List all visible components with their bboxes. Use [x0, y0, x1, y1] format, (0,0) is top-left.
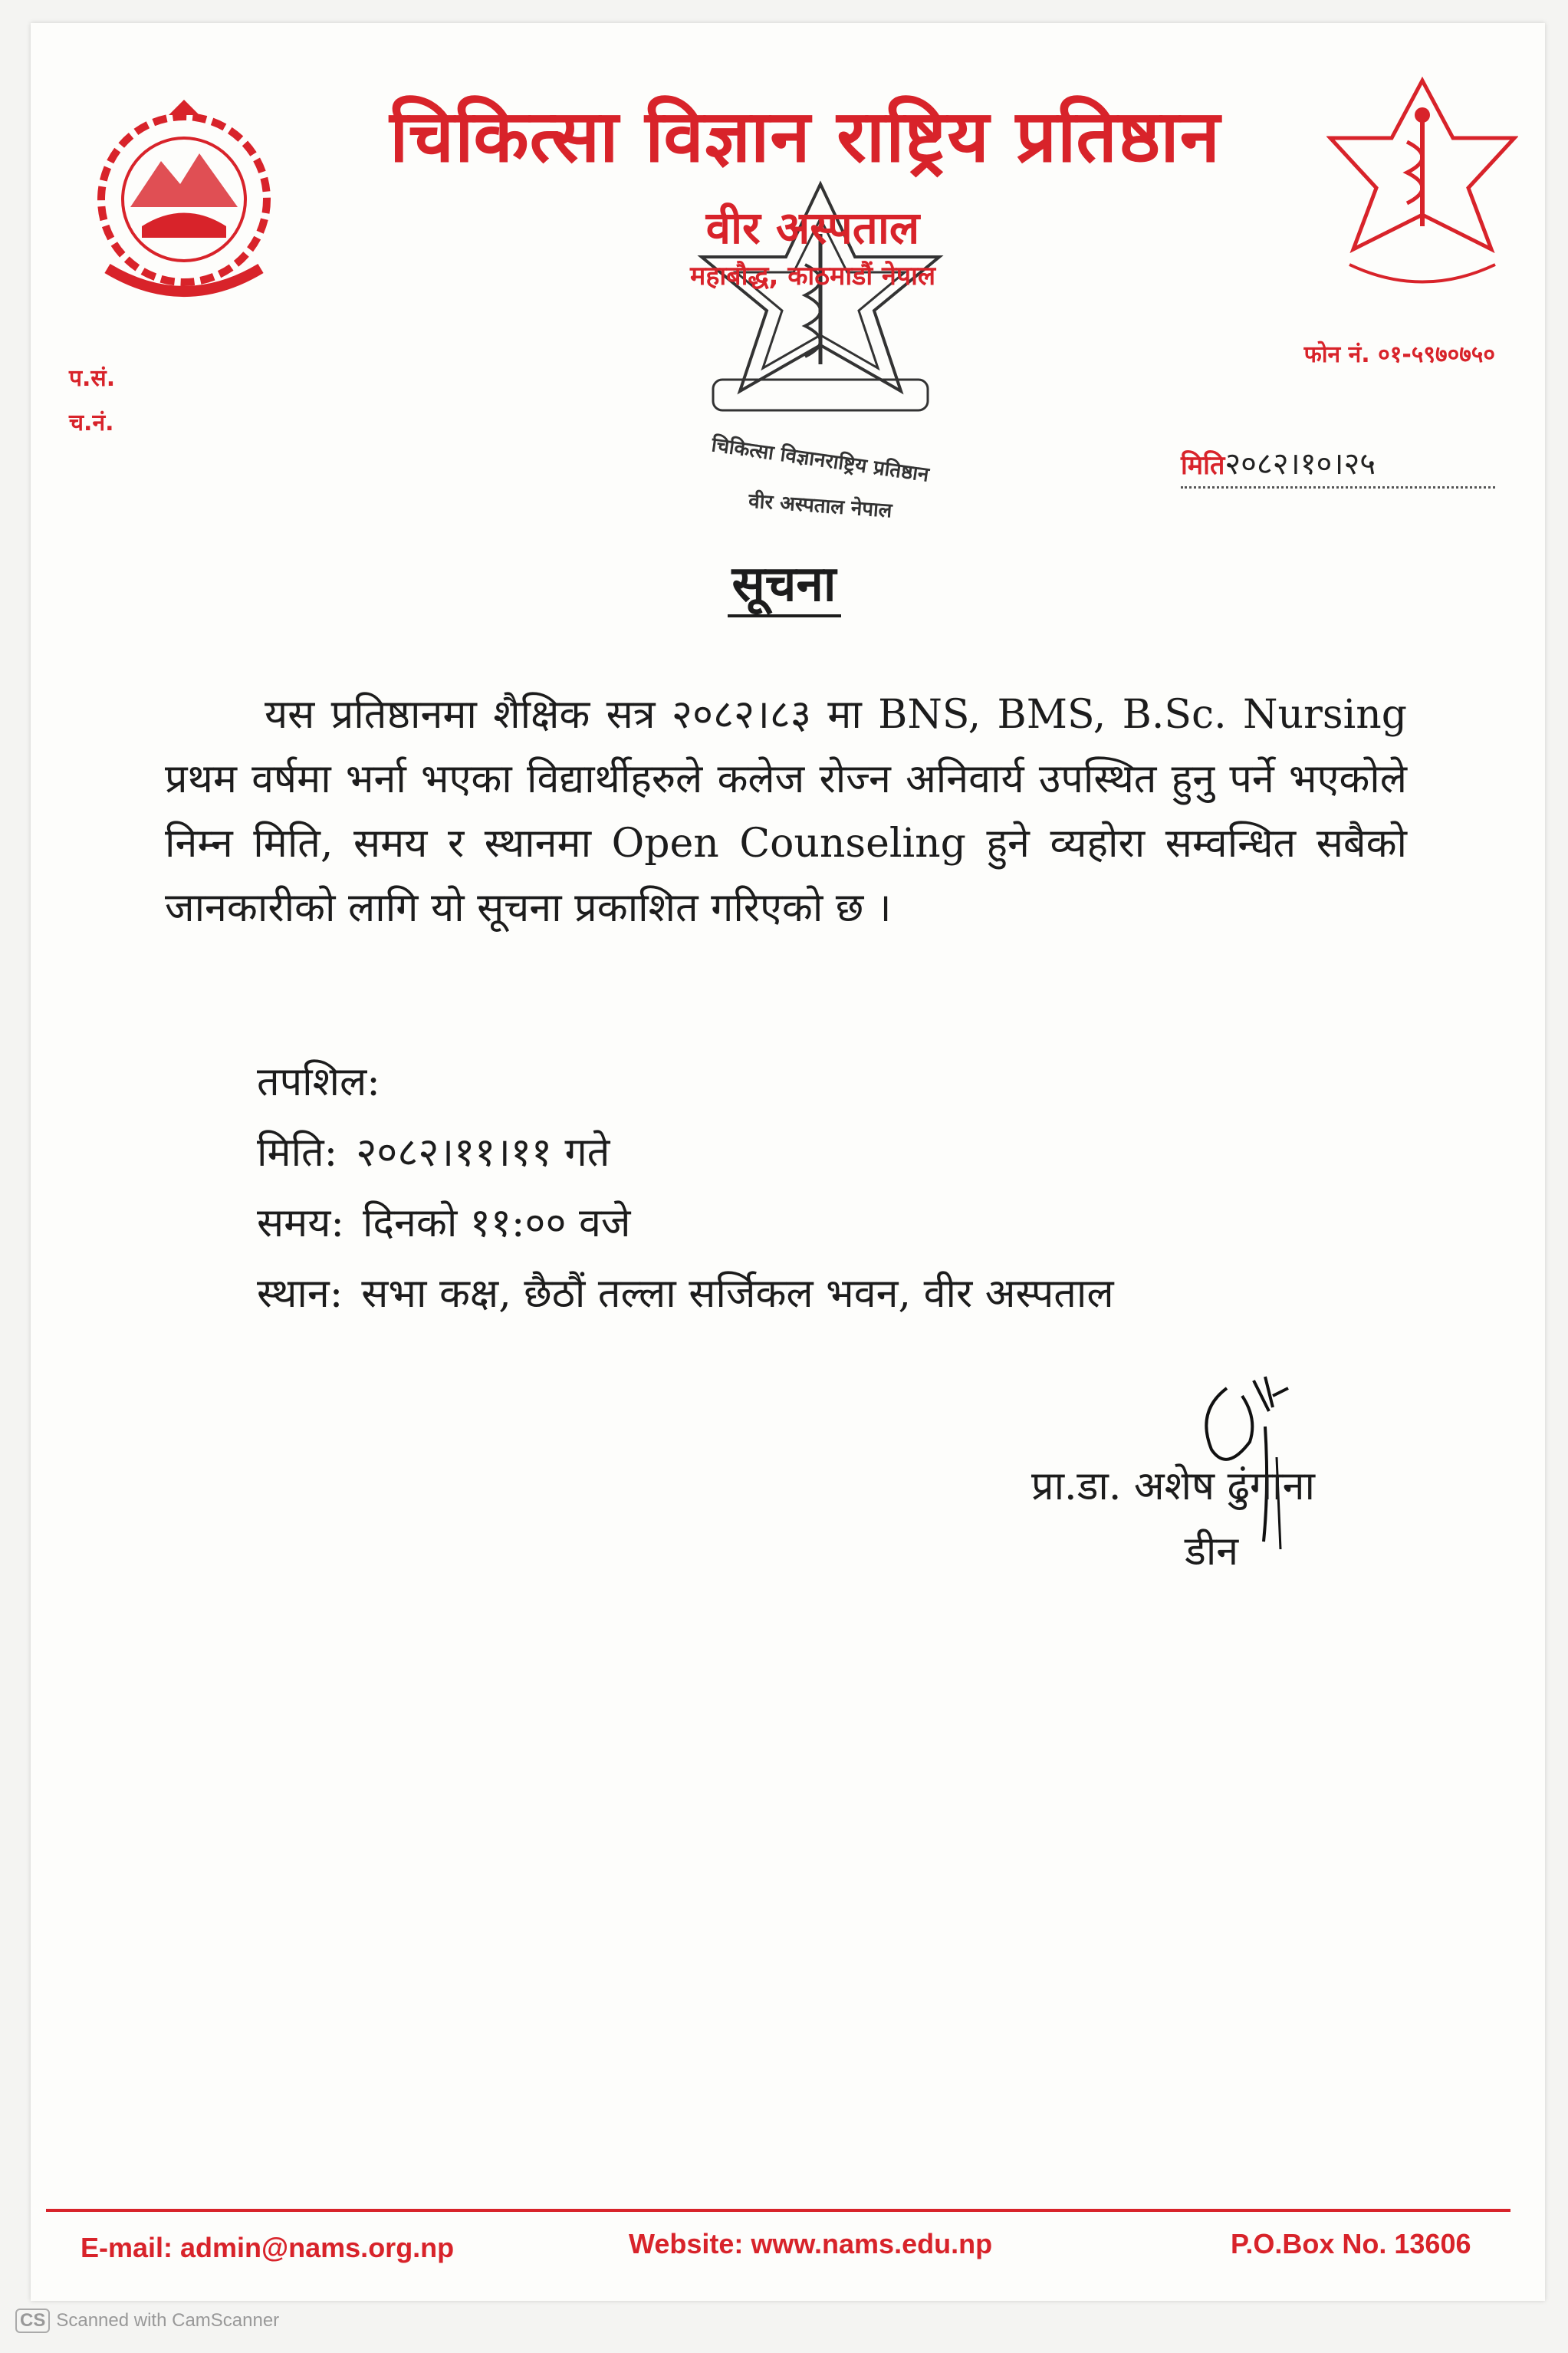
details-row-time: [257, 1188, 1114, 1259]
nepal-emblem-logo: [77, 84, 291, 307]
signatory-name: प्रा.डा. अशेष ढुंगाना: [1031, 1463, 1315, 1509]
scanner-watermark: [15, 2309, 279, 2333]
stamp-text-line1: चिकित्सा विज्ञानराष्ट्रिय प्रतिष्ठान: [710, 433, 931, 487]
phone-number: फोन नं. ०१-५९७०७५०: [1303, 341, 1495, 368]
notice-body: यस प्रतिष्ठानमा शैक्षिक सत्र २०८२।८३ मा BNS, BMS, B.Sc. Nursing प्रथम वर्षमा भर्ना भएका विद्यार्थीहरुले कलेज रोज्न अनिवार्य उपस्थित हुनु पर्ने भएकोले निम्न मिति, समय र स्थानमा Open Counseling हुने व्यहोरा सम्वन्धित सबैको जानकारीको लागि यो सूचना प्रकाशित गरिएको छ ।: [165, 692, 1407, 931]
hospital-location: महाबौद्ध, काठमाडौं नेपाल: [689, 261, 935, 291]
notice-title-text: सूचना: [728, 556, 841, 617]
camscanner-logo-icon: CS: [15, 2309, 50, 2333]
details-value: दिनको ११:०० वजे: [362, 1200, 631, 1246]
details-row-date: [257, 1117, 1114, 1188]
footer-divider: [46, 2209, 1510, 2212]
footer-website[interactable]: Website: www.nams.edu.np: [629, 2228, 993, 2259]
date-value: २०८२।१०।२५: [1224, 446, 1376, 482]
date-label: मिति: [1181, 450, 1225, 481]
details-key: मिति:: [257, 1130, 338, 1176]
notice-details: [257, 1047, 1114, 1329]
details-value: २०८२।११।११ गते: [356, 1130, 610, 1176]
stamp-text-line2: वीर अस्पताल नेपाल: [748, 489, 893, 523]
ref-label-patra-sankhya: प.सं.: [69, 365, 116, 392]
footer-email[interactable]: E-mail: admin@nams.org.np: [81, 2232, 455, 2263]
notice-title: [0, 548, 1568, 615]
details-row-venue: [257, 1259, 1114, 1329]
hospital-name: वीर अस्पताल: [705, 202, 920, 254]
nams-star-logo: [1326, 73, 1518, 326]
reference-labels: [69, 357, 115, 446]
org-name-heading: चिकित्सा विज्ञान राष्ट्रिय प्रतिष्ठान: [390, 95, 1221, 179]
scanner-text: Scanned with CamScanner: [56, 2310, 280, 2331]
footer-pobox: P.O.Box No. 13606: [1231, 2228, 1471, 2259]
details-key: समय:: [257, 1200, 344, 1246]
details-value: सभा कक्ष, छैठौं तल्ला सर्जिकल भवन, वीर अस्पताल: [361, 1271, 1114, 1317]
details-key: स्थान:: [257, 1271, 344, 1317]
ref-label-chalani-number: च.नं.: [69, 410, 114, 436]
letter-date: [1181, 441, 1495, 489]
details-heading: तपशिल:: [257, 1059, 380, 1105]
signatory-title: डीन: [1185, 1529, 1239, 1575]
